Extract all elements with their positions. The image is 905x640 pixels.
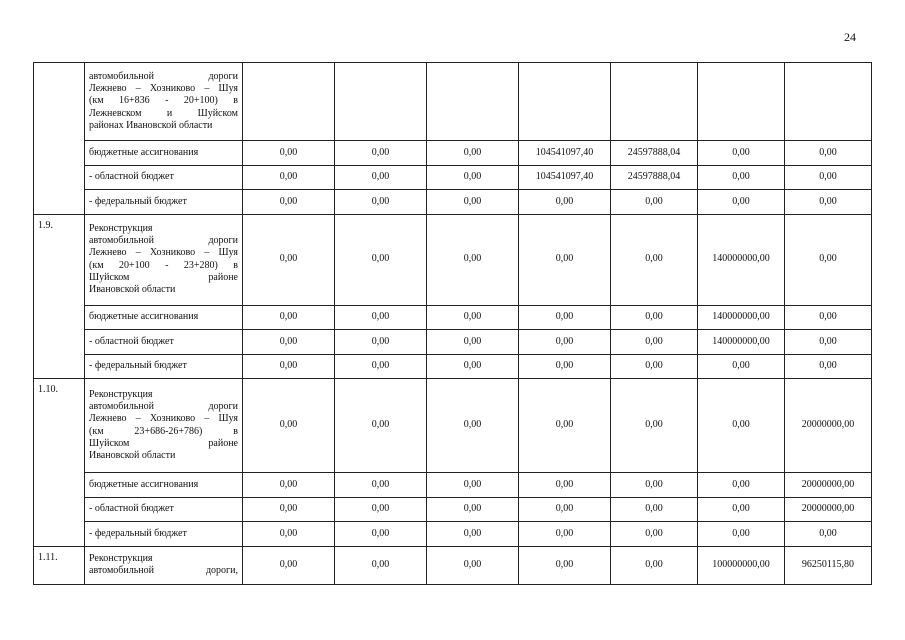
budget-allocation-label: бюджетные ассигнования [85,141,243,166]
name-line: Лежнево – Хозниково – Шуя [89,83,238,95]
value-cell: 0,00 [335,214,427,305]
value-cell: 0,00 [335,379,427,473]
value-cell: 0,00 [611,522,698,547]
value-cell: 0,00 [335,141,427,166]
value-cell: 0,00 [427,497,519,522]
federal-budget-label: - федеральный бюджет [85,190,243,215]
value-cell: 0,00 [243,141,335,166]
table-row [34,354,872,379]
value-cell: 100000000,00 [698,546,785,584]
measure-name-cell [85,63,243,141]
name-line: (км 23+686-26+786) в [89,425,238,437]
table-row [34,305,872,330]
value-cell: 0,00 [427,190,519,215]
value-cell: 0,00 [243,522,335,547]
value-cell: 0,00 [243,165,335,190]
value-cell: 0,00 [427,305,519,330]
name-line: автомобильной дороги [89,400,238,412]
page-number: 24 [844,30,856,44]
value-cell: 0,00 [611,497,698,522]
value-cell: 24597888,04 [611,165,698,190]
budget-allocation-label: бюджетные ассигнования [85,473,243,498]
measure-name-cell [85,214,243,305]
name-line: Лежневском и Шуйском [89,107,238,119]
value-cell: 0,00 [335,546,427,584]
value-cell: 0,00 [785,305,872,330]
value-cell: 20000000,00 [785,379,872,473]
name-line: районах Ивановской области [89,119,213,131]
value-cell: 0,00 [427,522,519,547]
value-cell: 0,00 [611,330,698,355]
value-cell: 0,00 [243,214,335,305]
value-cell [785,63,872,141]
name-line: Лежнево – Хозниково – Шуя [89,247,238,259]
name-line: Реконструкция [89,388,153,400]
value-cell: 0,00 [698,473,785,498]
value-cell: 0,00 [519,190,611,215]
name-line: Ивановской области [89,450,176,462]
value-cell: 0,00 [427,330,519,355]
value-cell [427,63,519,141]
name-line: (км 16+836 - 20+100) в [89,95,238,107]
value-cell: 0,00 [335,330,427,355]
value-cell: 0,00 [243,330,335,355]
measure-name-cell [85,379,243,473]
value-cell: 0,00 [335,522,427,547]
value-cell: 0,00 [698,379,785,473]
value-cell [611,63,698,141]
row-number-cell [34,63,85,215]
regional-budget-label: - областной бюджет [85,497,243,522]
value-cell [698,63,785,141]
value-cell: 0,00 [519,305,611,330]
table-row [34,497,872,522]
row-number-cell: 1.9. [34,214,85,379]
value-cell: 0,00 [243,546,335,584]
table-row [34,63,872,141]
value-cell: 0,00 [335,497,427,522]
value-cell: 0,00 [519,214,611,305]
budget-allocation-label: бюджетные ассигнования [85,305,243,330]
name-line: Реконструкция [89,222,153,234]
value-cell: 0,00 [698,497,785,522]
value-cell: 0,00 [785,141,872,166]
table-row [34,141,872,166]
value-cell: 0,00 [519,379,611,473]
federal-budget-label: - федеральный бюджет [85,354,243,379]
value-cell: 0,00 [335,190,427,215]
value-cell: 0,00 [698,165,785,190]
value-cell: 0,00 [698,190,785,215]
value-cell: 0,00 [519,546,611,584]
value-cell: 0,00 [427,165,519,190]
value-cell: 0,00 [785,330,872,355]
value-cell: 0,00 [785,354,872,379]
value-cell: 0,00 [427,141,519,166]
value-cell: 0,00 [611,305,698,330]
value-cell: 0,00 [427,546,519,584]
value-cell: 96250115,80 [785,546,872,584]
table-row [34,165,872,190]
value-cell: 0,00 [698,141,785,166]
table-row [34,379,872,473]
value-cell: 0,00 [427,473,519,498]
value-cell: 0,00 [785,522,872,547]
value-cell: 104541097,40 [519,141,611,166]
value-cell: 104541097,40 [519,165,611,190]
value-cell: 0,00 [243,305,335,330]
table-row [34,522,872,547]
value-cell: 0,00 [611,214,698,305]
value-cell: 0,00 [335,473,427,498]
value-cell: 0,00 [335,305,427,330]
value-cell: 20000000,00 [785,473,872,498]
value-cell: 0,00 [519,330,611,355]
value-cell: 0,00 [243,354,335,379]
table-row [34,214,872,305]
name-line: Шуйском районе [89,437,238,449]
budget-table [33,62,872,585]
value-cell: 0,00 [785,190,872,215]
value-cell: 0,00 [519,473,611,498]
name-line: автомобильной дороги [89,70,238,82]
value-cell: 0,00 [335,354,427,379]
value-cell: 0,00 [243,497,335,522]
name-line: Ивановской области [89,284,176,296]
value-cell: 0,00 [785,214,872,305]
value-cell: 20000000,00 [785,497,872,522]
value-cell: 0,00 [611,473,698,498]
value-cell: 0,00 [427,354,519,379]
value-cell: 140000000,00 [698,305,785,330]
value-cell [519,63,611,141]
regional-budget-label: - областной бюджет [85,165,243,190]
value-cell: 0,00 [698,354,785,379]
value-cell: 140000000,00 [698,330,785,355]
row-number-cell: 1.10. [34,379,85,547]
value-cell: 0,00 [611,379,698,473]
federal-budget-label: - федеральный бюджет [85,522,243,547]
measure-name-cell [85,546,243,584]
name-line: автомобильной дороги, [89,565,238,576]
table-row [34,330,872,355]
table-row [34,473,872,498]
value-cell: 0,00 [785,165,872,190]
table-row [34,190,872,215]
value-cell: 24597888,04 [611,141,698,166]
value-cell: 0,00 [519,354,611,379]
value-cell: 0,00 [698,522,785,547]
value-cell [335,63,427,141]
table-row [34,546,872,584]
value-cell: 0,00 [519,497,611,522]
value-cell: 0,00 [335,165,427,190]
value-cell: 0,00 [427,214,519,305]
value-cell: 0,00 [243,190,335,215]
name-line: Шуйском районе [89,271,238,283]
value-cell: 0,00 [243,379,335,473]
name-line: Лежнево – Хозниково – Шуя [89,413,238,425]
row-number-cell: 1.11. [34,546,85,584]
value-cell: 0,00 [519,522,611,547]
value-cell: 0,00 [427,379,519,473]
value-cell: 0,00 [243,473,335,498]
value-cell [243,63,335,141]
name-line: автомобильной дороги [89,234,238,246]
value-cell: 0,00 [611,190,698,215]
value-cell: 0,00 [611,546,698,584]
regional-budget-label: - областной бюджет [85,330,243,355]
name-line: Реконструкция [89,552,153,564]
value-cell: 140000000,00 [698,214,785,305]
value-cell: 0,00 [611,354,698,379]
name-line: (км 20+100 - 23+280) в [89,259,238,271]
